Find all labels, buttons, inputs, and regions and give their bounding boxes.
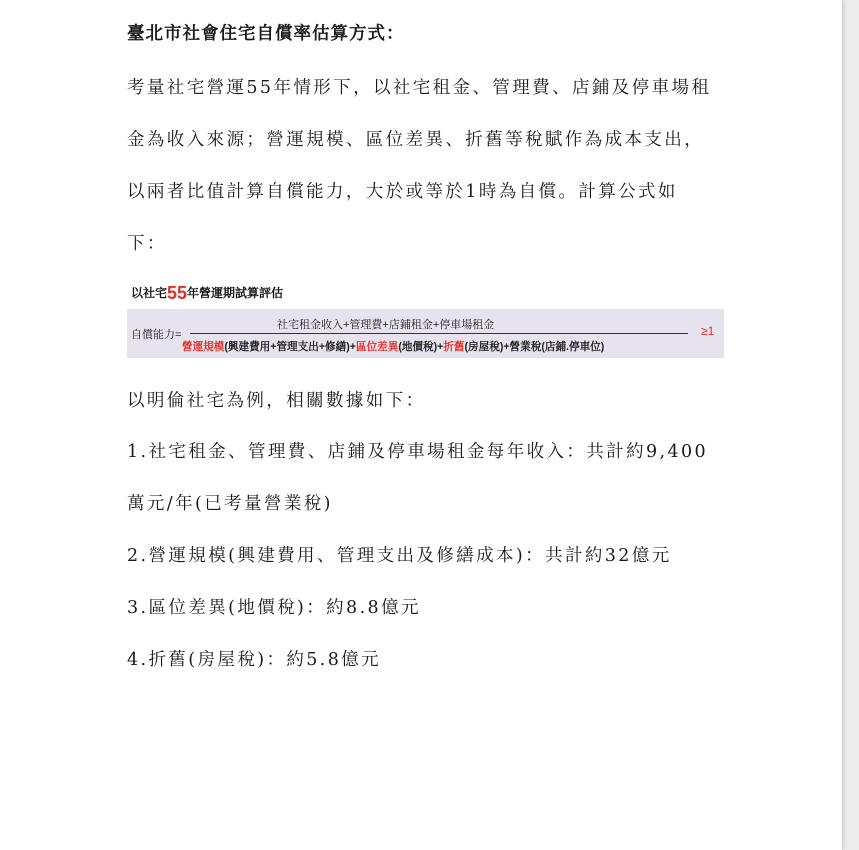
formula-numerator: 社宅租金收入+管理費+店鋪租金+停車場租金 [277,319,495,331]
intro-line-4: 下： [127,234,167,254]
denominator-term-location: 區位差異 [355,341,399,353]
fraction-bar [190,333,688,334]
intro-line-3: 以兩者比值計算自償能力，大於或等於1時為自償。計算公式如 [127,182,678,202]
list-item-1-continued: 萬元/年(已考量營業稅) [127,494,333,514]
list-item-1: 1.社宅租金、管理費、店鋪及停車場租金每年收入：共計約9,400 [127,442,709,462]
intro-line-2: 金為收入來源；營運規模、區位差異、折舊等稅賦作為成本支出， [127,130,705,150]
formula-box [127,309,724,358]
document-heading: 臺北市社會住宅自償率估算方式： [127,24,405,44]
example-intro: 以明倫社宅為例，相關數據如下： [127,391,426,411]
denominator-term-depreciation: 折舊 [443,341,465,353]
formula-denominator [182,339,604,354]
formula-caption-prefix: 以社宅 [131,286,168,300]
list-item-3: 3.區位差異(地價稅)：約8.8億元 [127,598,421,618]
formula-lhs: 自償能力= [131,329,182,341]
formula-comparison: ≥1 [701,324,715,338]
formula-caption [131,283,283,304]
formula-caption-number: 55 [167,283,188,303]
list-item-4: 4.折舊(房屋稅)：約5.8億元 [127,650,382,670]
denominator-term-operation-scale-detail: (興建費用+管理支出+修繕)+ [224,341,356,353]
denominator-term-location-detail: (地價稅)+ [398,341,444,353]
intro-line-1: 考量社宅營運55年情形下，以社宅租金、管理費、店鋪及停車場租 [127,78,712,98]
denominator-term-depreciation-detail: (房屋稅)+營業稅(店鋪.停車位) [464,341,605,353]
denominator-term-operation-scale: 營運規模 [182,341,225,353]
formula-caption-suffix: 年營運期試算評估 [187,286,284,300]
list-item-2: 2.營運規模(興建費用、管理支出及修繕成本)：共計約32億元 [127,546,672,566]
